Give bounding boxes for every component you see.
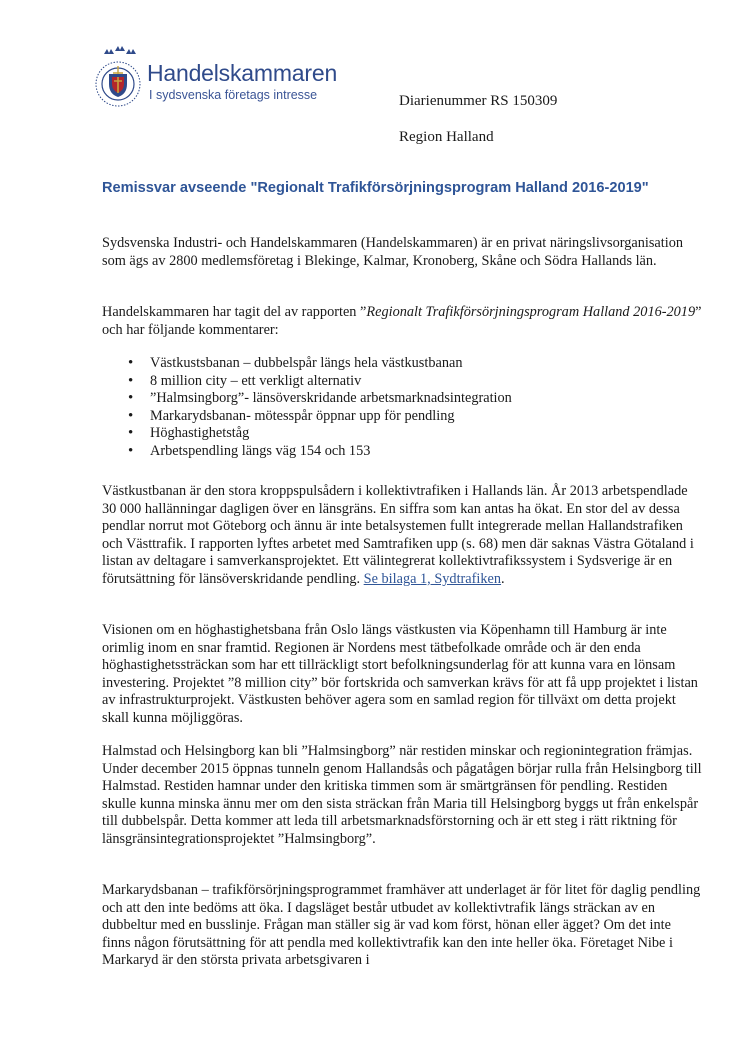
halmsingborg-paragraph: Halmstad och Helsingborg kan bli ”Halmsingborg” när restiden minskar och regionintegration främjas. Under december 2015 öppnas tunneln genom Hallandsås och pågatågen börjar rulla från Helsingborg till Halmstad. Restiden hamnar under den kritiska timmen som är smärtgränsen för pendling. Restiden skulle kunna minska ännu mer om den sista sträckan från Maria till Helsingborg byggs ut från enkelspår till dubbelspår. Detta kommer att leda till arbetsmarknadsförstorning och är ett steg i rätt riktning för länsgränsintegrationsprojektet ”Halmsingborg”. — [102, 743, 702, 847]
comment-list — [128, 355, 512, 461]
vastkust-text: Västkustbanan är den stora kroppspulsådern i kollektivtrafiken i Hallands län. År 2013 arbetspendlade 30 000 hallänningar dagligen över en länsgräns. En siffra som kan antas ha ökat. En stor del av dessa pendlar norrut mot Göteborg och ännu är inte betalsystemen fullt integrerade mellan Hallandstrafiken och Västtrafik. I rapporten lyftes arbetet med Samtrafiken upp (s. 68) men där saknas Västra Götaland i listan av deltagare i samverkansprojektet. Ett välintegrerat kollektivtrafikssystem i Sydsverige är en förutsättning för länsöverskridande pendling. — [102, 483, 694, 587]
list-item: • ”Halmsingborg”- länsöverskridande arbetsmarknadsintegration — [128, 390, 512, 408]
list-item: • Markarydsbanan- mötesspår öppnar upp för pendling — [128, 408, 512, 426]
list-item: • 8 million city – ett verkligt alternativ — [128, 373, 512, 391]
markaryd-paragraph: Markarydsbanan – trafikförsörjningsprogrammet framhäver att underlaget är för litet för daglig pendling och att den inte bedöms att öka. I dagsläget består utbudet av kollektivtrafik längs sträckan av en dubbeltur med en busslinje. Frågan man ställer sig är vad kom först, hönan eller ägget? Om det inte finns någon förutsättning för att pendla med kollektivtrafik kan den inte heller öka. Företaget Nibe i Markaryd är den största privata arbetsgivaren i — [102, 882, 701, 969]
report-text-after: ” och har följande kommentarer: — [102, 304, 702, 338]
list-item: • Höghastighetståg — [128, 425, 512, 443]
org-tagline: I sydsvenska företags intresse — [149, 88, 318, 102]
vastkust-paragraph — [102, 483, 702, 589]
reference-number: Diarienummer RS 150309 — [399, 93, 558, 109]
recipient: Region Halland — [399, 129, 494, 145]
org-name: Handelskammaren — [147, 60, 338, 86]
report-title: Regionalt Trafikförsörjningsprogram Halland 2016-2019 — [366, 304, 696, 320]
chamber-seal-icon — [92, 46, 144, 110]
document-heading: Remissvar avseende "Regionalt Trafikförsörjningsprogram Halland 2016-2019" — [102, 180, 649, 196]
report-text-before: Handelskammaren har tagit del av rapporten ” — [102, 304, 367, 320]
report-paragraph — [102, 304, 702, 339]
vision-paragraph: Visionen om en höghastighetsbana från Oslo längs västkusten via Köpenhamn till Hamburg är inte orimlig inom en snar framtid. Regionen är Nordens mest tätbefolkade område och är den enda höghastighetssträckan som har ett tillräckligt stort befolkningsunderlag för att kunna vara en lönsam investering. Projektet ”8 million city” bör fortskrida och samverkan krävs för att få upp projektet i listan av infrastrukturprojekt. Västkusten behöver agera som en samlad region för tillväxt om detta projekt skall kunna möjliggöras. — [102, 622, 698, 726]
org-logo — [92, 46, 352, 116]
intro-paragraph: Sydsvenska Industri- och Handelskammaren (Handelskammaren) är en privat näringslivsorganisation som ägs av 2800 medlemsföretag i Blekinge, Kalmar, Kronoberg, Skåne och Södra Hallands län. — [102, 235, 683, 269]
appendix-link[interactable]: Se bilaga 1, Sydtrafiken — [363, 570, 502, 587]
vastkust-end: . — [501, 570, 505, 587]
list-item: • Västkustsbanan – dubbelspår längs hela västkustbanan — [128, 355, 512, 373]
list-item: • Arbetspendling längs väg 154 och 153 — [128, 443, 512, 461]
